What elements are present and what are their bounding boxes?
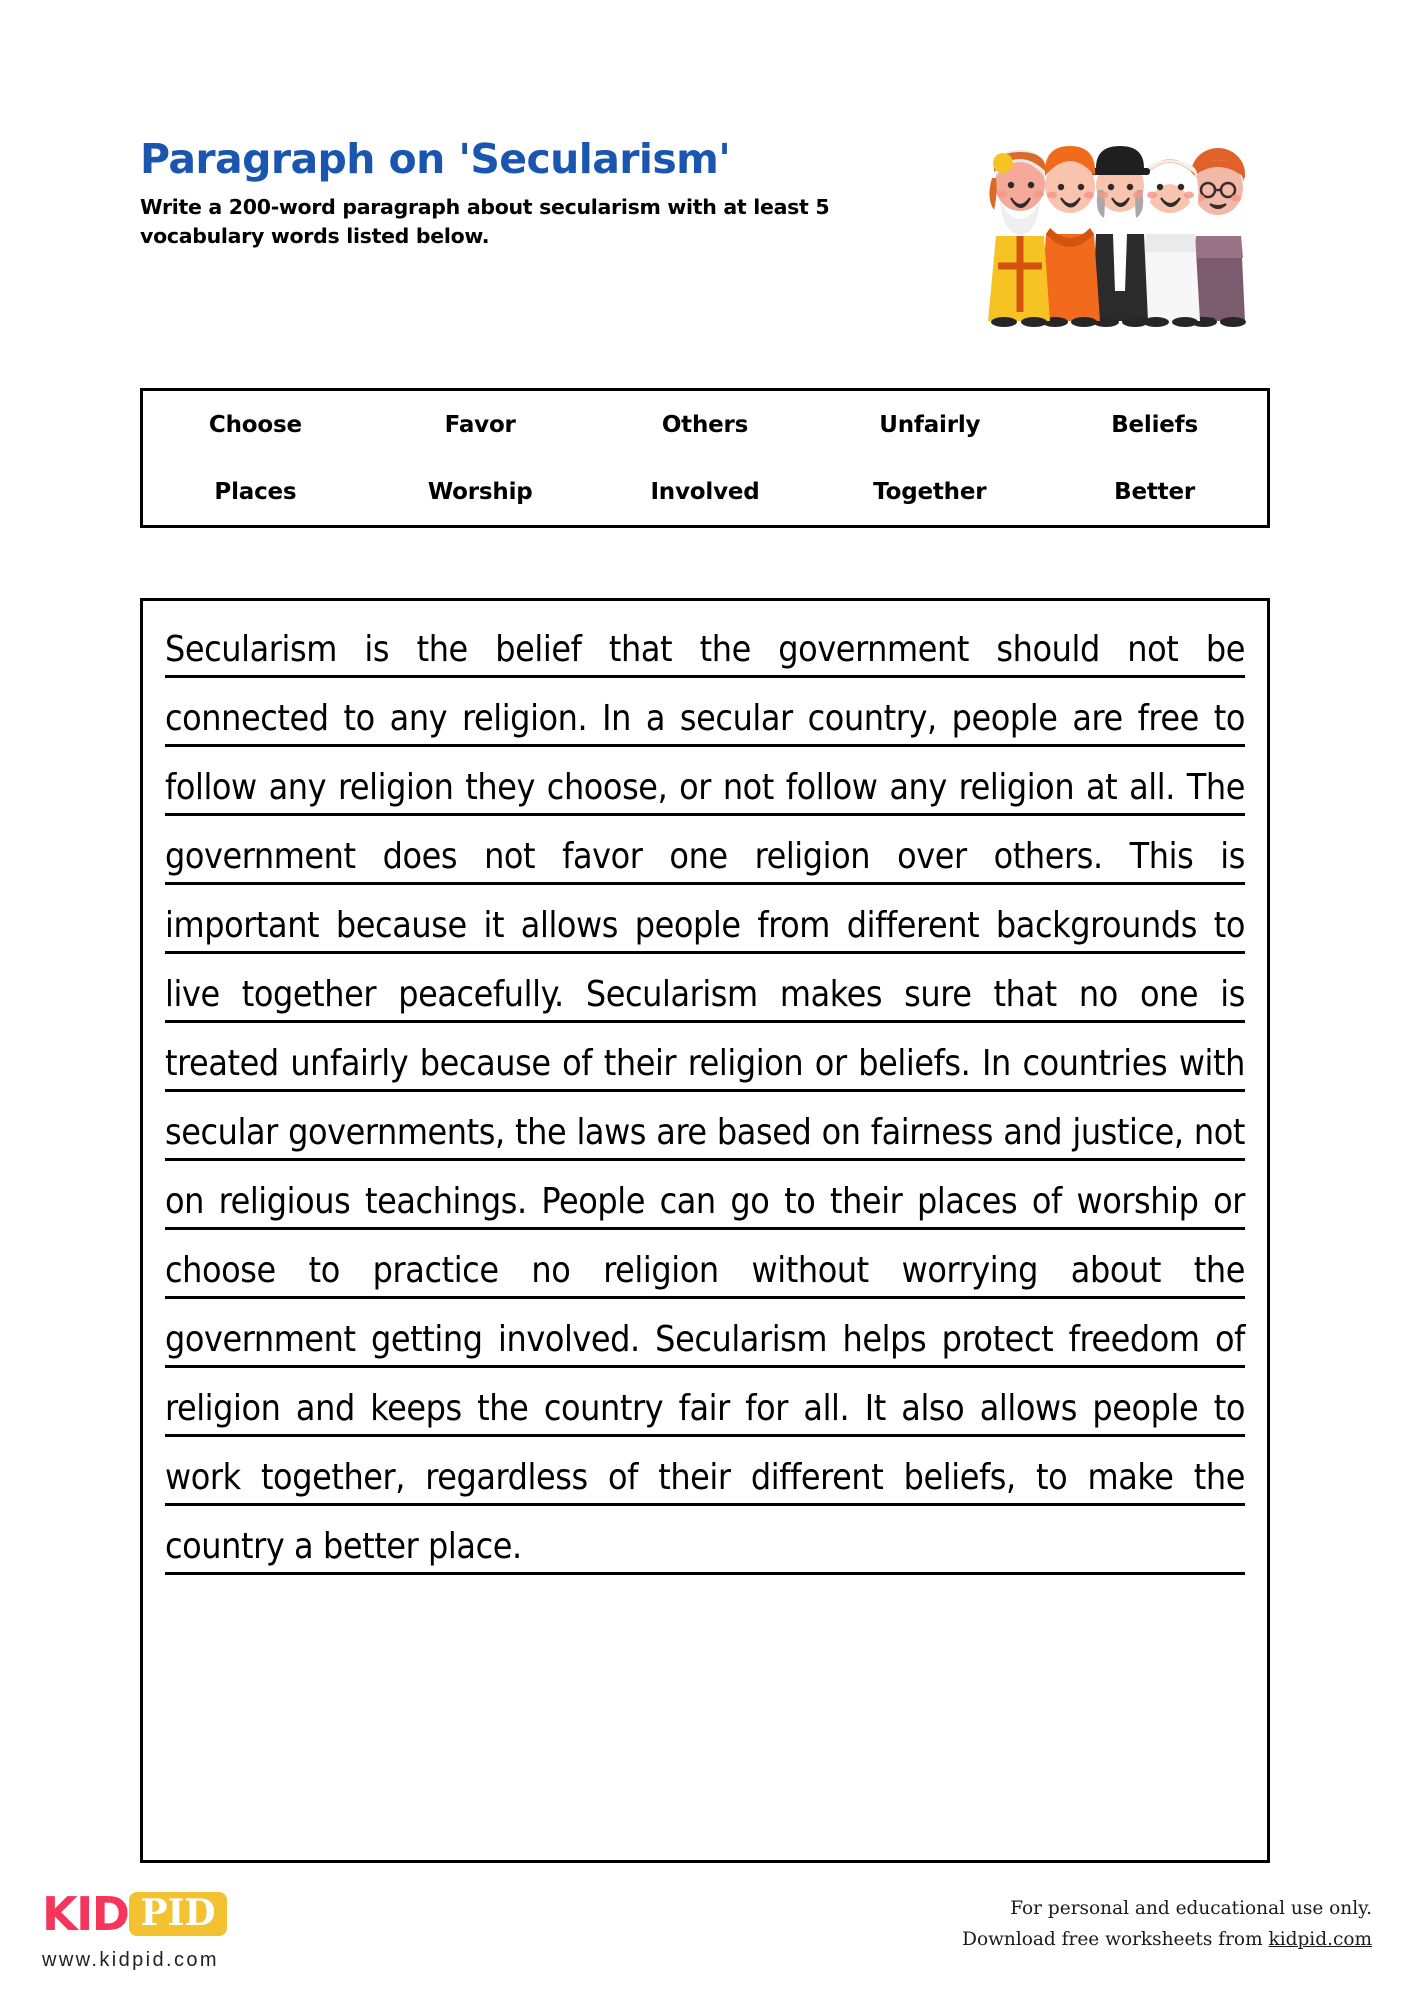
vocab-word: Favor [444, 411, 516, 438]
vocab-word: Beliefs [1111, 411, 1198, 438]
person-glasses [1191, 148, 1246, 327]
vocab-word: Others [661, 411, 749, 438]
header-text-block [140, 135, 870, 251]
worksheet-header [140, 135, 1280, 348]
logo-pid-badge: PID [129, 1892, 226, 1936]
vocab-word: Together [873, 478, 987, 505]
footer-notice-line1: For personal and educational use only. [1010, 1898, 1372, 1919]
logo-website-url[interactable]: www.kidpid.com [42, 1949, 219, 1971]
worksheet-footer [0, 1880, 1414, 2000]
answer-writing-box[interactable] [140, 598, 1270, 1863]
kidpid-link[interactable]: kidpid.com [1268, 1928, 1372, 1950]
vocab-word: Better [1114, 478, 1196, 505]
answer-paragraph[interactable]: Secularism is the belief that the government should not be connected to any religion. In a secular country, people are free to follow any religion they choose, or not follow any religion at all. The government does not favor one religion over others. This is important because it allows people from different backgrounds to live together peacefully. Secularism makes sure that no one is treated unfairly because of their religion or beliefs. In countries with secular governments, the laws are based on fairness and justice, not on religious teachings. People can go to their places of worship or choose to practice no religion without worrying about the government getting involved. Secularism helps protect freedom of religion and keeps the country fair for all. It also allows people to work together, regardless of their different beliefs, to make the country a better place. [165, 615, 1245, 1581]
vocab-word: Unfairly [879, 411, 981, 438]
diverse-religious-group-illustration [900, 116, 1260, 331]
logo-kid-text: KID [42, 1887, 129, 1941]
footer-notice [962, 1894, 1372, 1955]
footer-notice-prefix: Download free worksheets from [962, 1928, 1269, 1950]
vocab-word: Involved [650, 478, 760, 505]
person-orange-robe [1040, 146, 1100, 327]
page-title: Paragraph on 'Secularism' [140, 135, 731, 183]
vocabulary-grid [143, 391, 1267, 525]
person-yellow-robe [988, 150, 1050, 327]
logo-row [42, 1888, 227, 1940]
footer-notice-line2 [962, 1925, 1372, 1956]
vocab-word: Places [214, 478, 297, 505]
instructions-text: Write a 200-word paragraph about secularism with at least 5 vocabulary words listed below. [140, 195, 830, 249]
person-thobe [1141, 159, 1200, 327]
vocab-word: Choose [208, 411, 302, 438]
person-black-hat [1090, 146, 1150, 327]
vocab-word: Worship [427, 478, 533, 505]
vocabulary-word-bank [140, 388, 1270, 528]
kidpid-logo[interactable] [42, 1888, 227, 1972]
